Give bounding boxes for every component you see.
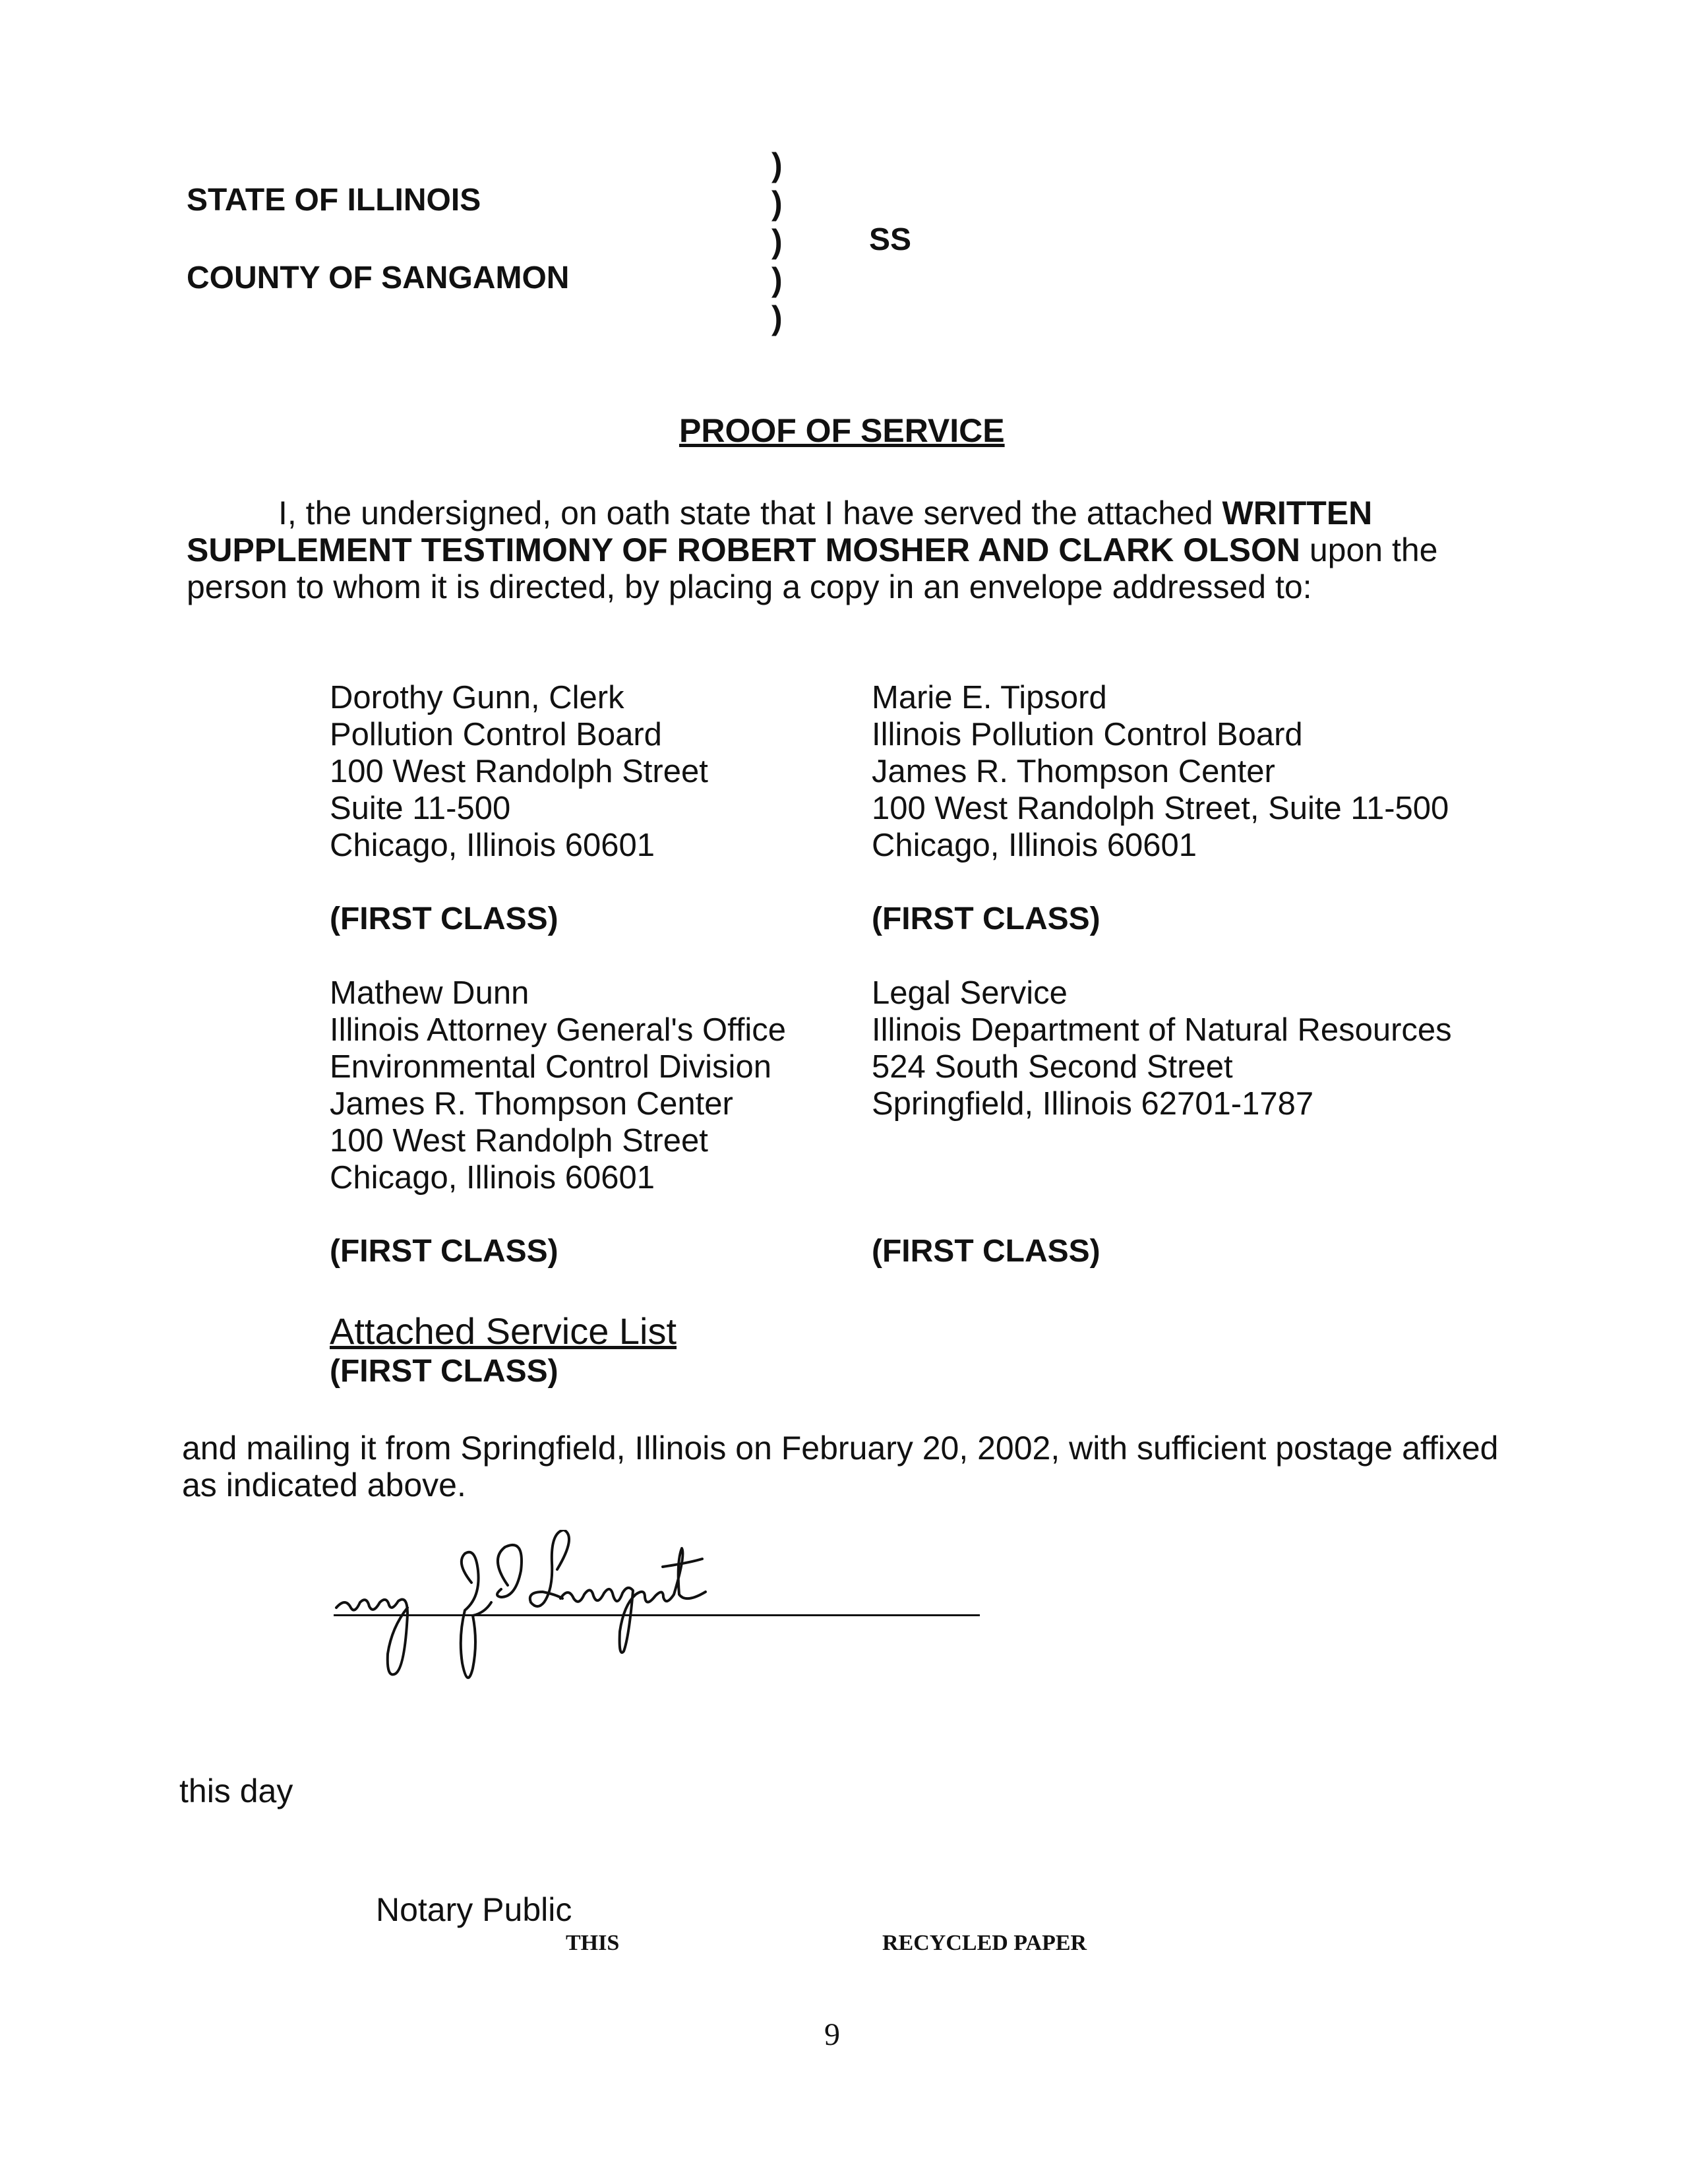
page-title: PROOF OF SERVICE (679, 412, 1005, 449)
recipient-address (872, 679, 1449, 864)
address-line: Chicago, Illinois 60601 (872, 828, 1197, 863)
address-line: James R. Thompson Center (330, 1086, 733, 1122)
caption-paren: ) (771, 185, 783, 222)
mail-class: (FIRST CLASS) (872, 901, 1100, 936)
caption-paren: ) (771, 223, 783, 260)
footer-this: THIS (566, 1931, 620, 1955)
caption-paren: ) (771, 299, 783, 336)
address-line: Marie E. Tipsord (872, 680, 1107, 715)
intro-line-1: I, the undersigned, on oath state that I have served the attached WRITTEN (278, 495, 1373, 531)
address-line: 100 West Randolph Street (330, 1123, 708, 1159)
address-line: Illinois Pollution Control Board (872, 717, 1303, 752)
address-line: Springfield, Illinois 62701-1787 (872, 1086, 1314, 1122)
address-line: Dorothy Gunn, Clerk (330, 680, 624, 715)
address-line: Chicago, Illinois 60601 (330, 828, 655, 863)
mail-class: (FIRST CLASS) (872, 1234, 1100, 1269)
caption-paren: ) (771, 261, 783, 298)
notary-public-label: Notary Public (376, 1891, 572, 1928)
recipient-address (330, 679, 708, 864)
address-line: Chicago, Illinois 60601 (330, 1160, 655, 1196)
handwritten-signature (330, 1530, 738, 1688)
address-line: Environmental Control Division (330, 1049, 771, 1085)
ss-label: SS (869, 222, 912, 257)
address-line: 100 West Randolph Street, Suite 11-500 (872, 791, 1449, 826)
attached-service-list: Attached Service List (330, 1310, 677, 1352)
address-line: Illinois Department of Natural Resources (872, 1012, 1452, 1048)
this-day-label: this day (179, 1773, 293, 1809)
address-line: Pollution Control Board (330, 717, 662, 752)
address-line: 524 South Second Street (872, 1049, 1233, 1085)
mail-class: (FIRST CLASS) (330, 1354, 558, 1389)
mail-class: (FIRST CLASS) (330, 901, 558, 936)
address-line: 100 West Randolph Street (330, 754, 708, 789)
recipient-address (872, 975, 1452, 1122)
page-number: 9 (824, 2017, 840, 2052)
caption-paren: ) (771, 146, 783, 183)
state-label: STATE OF ILLINOIS (187, 183, 481, 218)
intro-line-3: person to whom it is directed, by placing a copy in an envelope addressed to: (187, 568, 1312, 605)
mailing-line-2: as indicated above. (182, 1467, 466, 1503)
county-label: COUNTY OF SANGAMON (187, 260, 570, 295)
intro-line-2: SUPPLEMENT TESTIMONY OF ROBERT MOSHER AND CLARK OLSON upon the (187, 531, 1438, 568)
address-line: Legal Service (872, 975, 1068, 1011)
footer-recycled-paper: RECYCLED PAPER (882, 1931, 1087, 1955)
signature-line (334, 1614, 980, 1616)
recipient-address (330, 975, 786, 1196)
address-line: Illinois Attorney General's Office (330, 1012, 787, 1048)
mailing-line-1: and mailing it from Springfield, Illinois on February 20, 2002, with sufficient postage affixed (182, 1430, 1499, 1467)
address-line: Mathew Dunn (330, 975, 529, 1011)
mail-class: (FIRST CLASS) (330, 1234, 558, 1269)
address-line: James R. Thompson Center (872, 754, 1275, 789)
address-line: Suite 11-500 (330, 791, 511, 826)
